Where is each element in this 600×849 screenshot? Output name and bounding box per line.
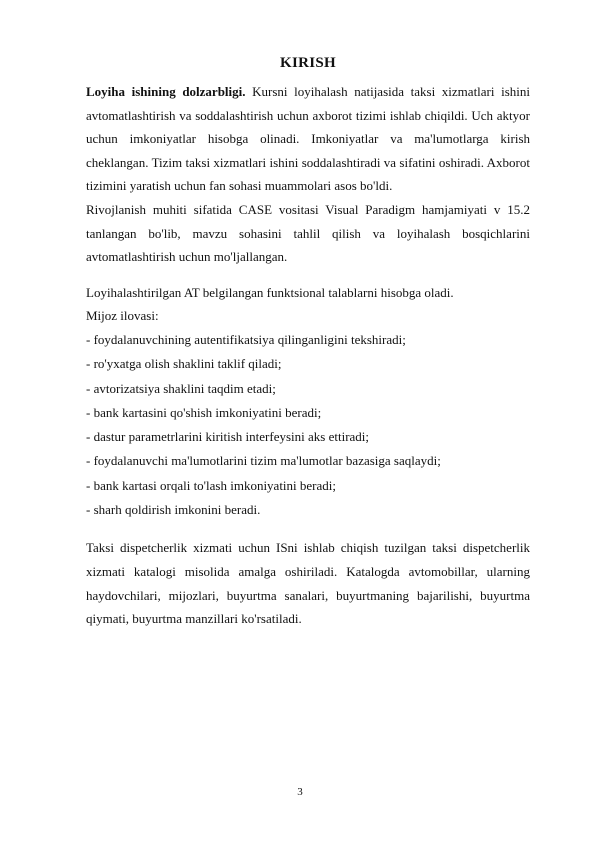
intro-text: Kursni loyihalash natijasida taksi xizmatlari ishini avtomatlashtirish va soddalashtirish uchun axborot tizimi ishlab chiqildi. Uch aktyor uchun imkoniyatlar hisobga olinadi. Imkoniyatlar va ma'lumotlarga kirish cheklangan. Tizim taksi xizmatlari ishini soddalashtiradi va sifatini oshiradi. Axborot tizimini yaratish uchun fan sohasi muammolari asos bo'ldi.	[86, 84, 531, 194]
environment-paragraph: Rivojlanish muhiti sifatida CASE vositasi Visual Paradigm hamjamiyati v 15.2 tanlangan bo'lib, mavzu sohasini tahlil qilish va loyihalash bosqichlarini avtomatlashtirish uchun mo'ljallangan.	[86, 201, 530, 265]
page-number: 3	[297, 786, 303, 798]
list-item: - foydalanuvchining autentifikatsiya qilinganligini tekshiradi;	[86, 331, 406, 347]
catalog-paragraph: Taksi dispetcherlik xizmati uchun ISni ishlab chiqish tuzilgan taksi dispetcherlik xizmati katalogi misolida amalga oshiriladi. Katalogda avtomobillar, ularning haydovchilari, mijozlari, buyurtma sanalari, buyurtmaning bajarilishi, buyurtma qiymati, buyurtma manzillari ko'rsatiladi.	[86, 540, 530, 627]
list-item: - bank kartasi orqali to'lash imkoniyatini beradi;	[86, 477, 337, 493]
list-item: - dastur parametrlarini kiritish interfeysini aks ettiradi;	[86, 429, 370, 445]
list-item: - ro'yxatga olish shaklini taklif qiladi;	[86, 356, 282, 372]
intro-lead: Loyiha ishining dolzarbligi.	[86, 84, 246, 99]
document-page	[86, 52, 530, 631]
paragraph-spacer	[86, 522, 530, 536]
paragraph-spacer	[86, 269, 530, 281]
list-item: - sharh qoldirish imkonini beradi.	[86, 502, 261, 518]
intro-paragraph	[86, 80, 530, 198]
requirements-intro: Loyihalashtirilgan AT belgilangan funktsional talablarni hisobga oladi.	[86, 284, 454, 300]
list-item: - avtorizatsiya shaklini taqdim etadi;	[86, 380, 276, 396]
page-title: KIRISH	[280, 55, 336, 71]
list-item: - foydalanuvchi ma'lumotlarini tizim ma'lumotlar bazasiga saqlaydi;	[86, 453, 441, 469]
client-app-label: Mijoz ilovasi:	[86, 308, 159, 324]
requirements-list	[86, 328, 530, 522]
list-item: - bank kartasini qo'shish imkoniyatini beradi;	[86, 404, 322, 420]
